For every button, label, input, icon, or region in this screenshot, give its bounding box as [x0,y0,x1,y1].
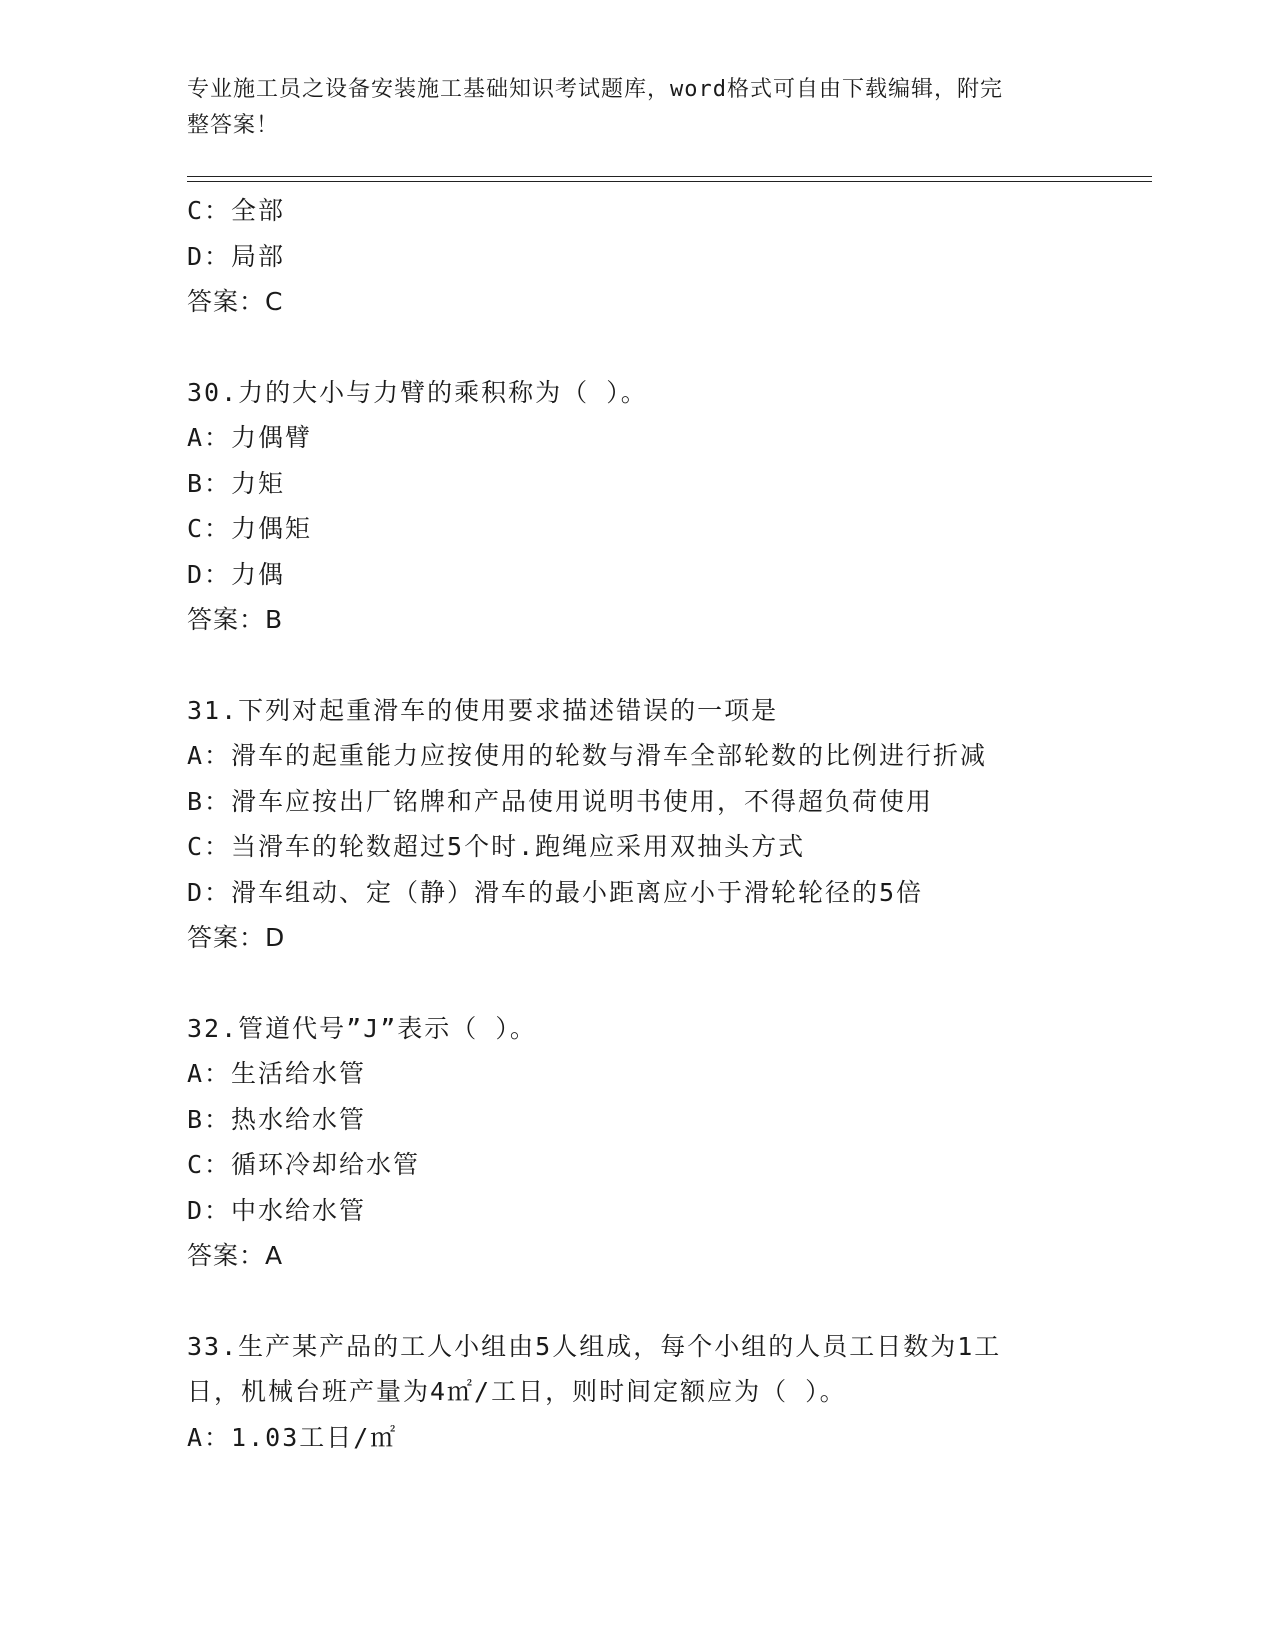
document-header [187,72,1067,144]
option-line: C：循环冷却给水管 [187,1150,421,1179]
option-line: A：生活给水管 [187,1059,367,1088]
answer-line: 答案：A [187,1241,284,1270]
question-line: 32.管道代号”J”表示（ ）。 [187,1013,537,1043]
option-line: C：力偶矩 [187,514,313,543]
question-line: 30.力的大小与力臂的乘积称为（ ）。 [187,377,648,407]
header-title-line-1: 专业施工员之设备安装施工基础知识考试题库，word格式可自由下载编辑，附完 [187,77,1003,102]
option-line: D：力偶 [187,559,286,589]
option-line: A：滑车的起重能力应按使用的轮数与滑车全部轮数的比例进行折减 [187,741,988,770]
option-line: C：全部 [187,196,286,225]
option-line: A：1.03工日/㎡ [187,1422,398,1452]
option-line: B：力矩 [187,468,286,498]
answer-line: 答案：D [187,923,286,952]
option-line: D：滑车组动、定（静）滑车的最小距离应小于滑轮轮径的5倍 [187,877,924,907]
option-line: D：中水给水管 [187,1195,367,1225]
question-content [187,188,1147,1460]
header-rule-top [187,176,1152,177]
header-title-line-2: 整答案！ [187,113,280,138]
question-line: 日，机械台班产量为4㎡/工日，则时间定额应为（ ）。 [187,1377,847,1406]
header-rule-bottom [187,181,1152,182]
question-line: 31.下列对起重滑车的使用要求描述错误的一项是 [187,695,779,725]
option-line: A：力偶臂 [187,423,313,452]
option-line: D：局部 [187,241,286,271]
option-line: C：当滑车的轮数超过5个时.跑绳应采用双抽头方式 [187,832,806,861]
option-line: B：热水给水管 [187,1104,367,1134]
answer-line: 答案：B [187,605,284,634]
question-line: 33.生产某产品的工人小组由5人组成，每个小组的人员工日数为1工 [187,1331,1002,1361]
option-line: B：滑车应按出厂铭牌和产品使用说明书使用，不得超负荷使用 [187,786,934,816]
answer-line: 答案：C [187,287,284,316]
